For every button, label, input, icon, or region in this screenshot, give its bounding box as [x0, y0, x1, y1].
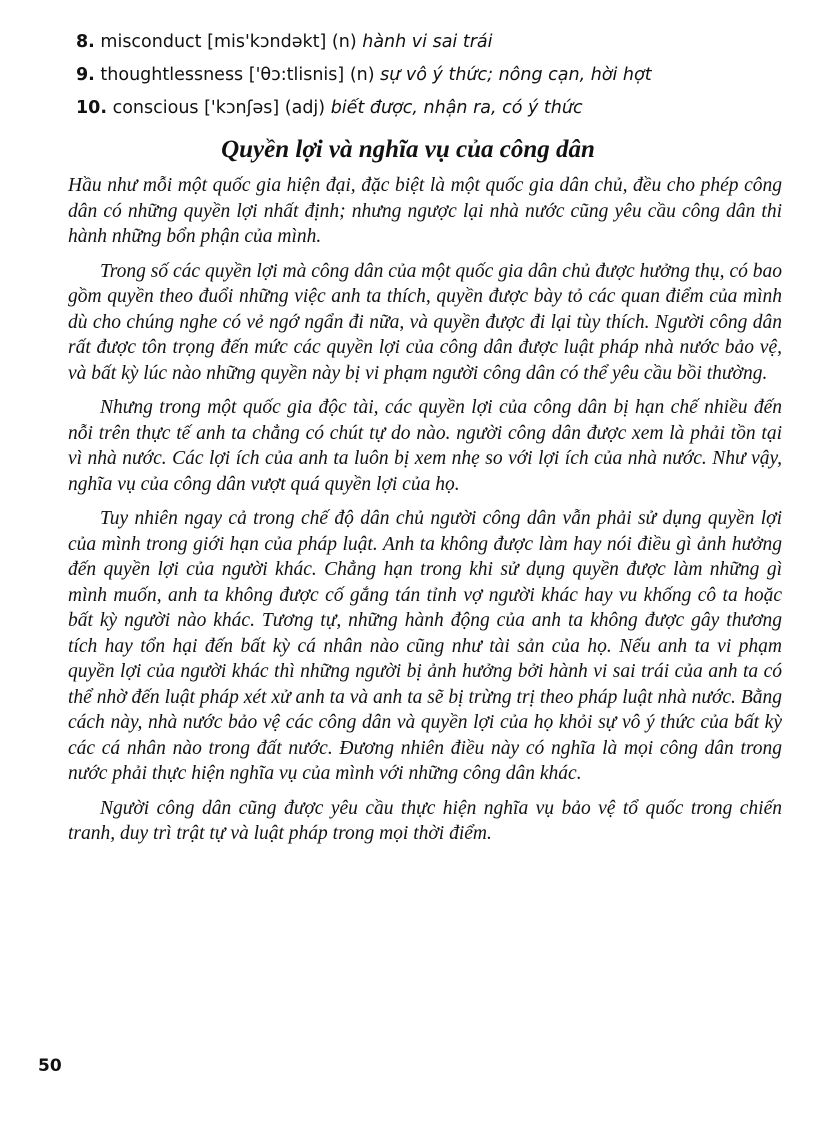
vocab-item [76, 26, 796, 59]
vocab-ipa: [mis'kɔndəkt] [207, 32, 327, 52]
vocab-item [76, 59, 796, 92]
page-number: 50 [38, 1056, 62, 1076]
vocab-item [76, 92, 796, 125]
vocab-number: 10. [76, 98, 108, 118]
vocab-word: conscious [112, 98, 199, 118]
vocab-ipa: ['θɔ:tlisnis] [248, 65, 345, 85]
vocab-word: misconduct [100, 32, 202, 52]
vocab-ipa: ['kɔnʃəs] [204, 98, 280, 118]
paragraph: Tuy nhiên ngay cả trong chế độ dân chủ người công dân vẫn phải sử dụng quyền lợi của mình trong giới hạn của pháp luật. Anh ta không được làm hay nói điều gì ảnh hưởng đến quyền lợi của người khác. Chẳng hạn trong khi sử dụng quyền được làm những gì mình muốn, anh ta không được cố gắng tán tỉnh vợ người khác hay vu khống cô ta hoặc bất kỳ người nào khác. Tương tự, những hành động của anh ta không được gây thương tích hay tổn hại đến bất kỳ cá nhân nào cũng như tài sản của họ. Nếu anh ta vi phạm quyền lợi của người khác thì những người bị ảnh hưởng bởi hành vi sai trái của anh ta có thể nhờ đến luật pháp xét xử anh ta và anh ta sẽ bị trừng trị theo pháp luật nhà nước. Bằng cách này, nhà nước bảo vệ các công dân và quyền lợi của họ khỏi sự vô ý thức của bất kỳ các cá nhân nào trong đất nước. Đương nhiên điều này có nghĩa là mọi công dân trong nước phải thực hiện nghĩa vụ của mình với những công dân khác. [68, 508, 782, 784]
article-body [68, 173, 782, 856]
vocab-pos: (n) [349, 65, 375, 85]
paragraph: Trong số các quyền lợi mà công dân của một quốc gia dân chủ được hưởng thụ, có bao gồm quyền theo đuổi những việc anh ta thích, quyền được bày tỏ các quan điểm của mình dù cho chúng nghe có vẻ ngớ ngẩn đi nữa, và quyền được đi lại tùy thích. Người công dân rất được tôn trọng đến mức các quyền lợi của công dân được luật pháp nhà nước bảo vệ, và bất kỳ lúc nào những quyền này bị vi phạm người công dân có thể yêu cầu bồi thường. [68, 260, 782, 384]
paragraph: Người công dân cũng được yêu cầu thực hiện nghĩa vụ bảo vệ tổ quốc trong chiến tranh, duy trì trật tự và luật pháp trong mọi thời điểm. [68, 797, 782, 844]
vocab-meaning: sự vô ý thức; nông cạn, hời hợt [380, 65, 652, 85]
section-title: Quyền lợi và nghĩa vụ của công dân [221, 136, 595, 163]
vocab-word: thoughtlessness [100, 65, 244, 85]
paragraph: Hầu như mỗi một quốc gia hiện đại, đặc biệt là một quốc gia dân chủ, đều cho phép công dân có những quyền lợi nhất định; nhưng ngược lại nhà nước cũng yêu cầu công dân thi hành những bổn phận của mình. [68, 175, 782, 247]
vocab-number: 8. [76, 32, 95, 52]
vocab-pos: (adj) [284, 98, 326, 118]
vocab-pos: (n) [331, 32, 357, 52]
vocabulary-list [76, 26, 796, 125]
vocab-meaning: biết được, nhận ra, có ý thức [330, 98, 583, 118]
paragraph: Nhưng trong một quốc gia độc tài, các quyền lợi của công dân bị hạn chế nhiều đến nỗi trên thực tế anh ta chẳng có chút tự do nào. người công dân được xem là phải tồn tại vì nhà nước. Các lợi ích của anh ta luôn bị xem nhẹ so với lợi ích của nhà nước. Như vậy, nghĩa vụ của công dân vượt quá quyền lợi của họ. [68, 397, 782, 495]
vocab-meaning: hành vi sai trái [362, 32, 493, 52]
vocab-number: 9. [76, 65, 95, 85]
